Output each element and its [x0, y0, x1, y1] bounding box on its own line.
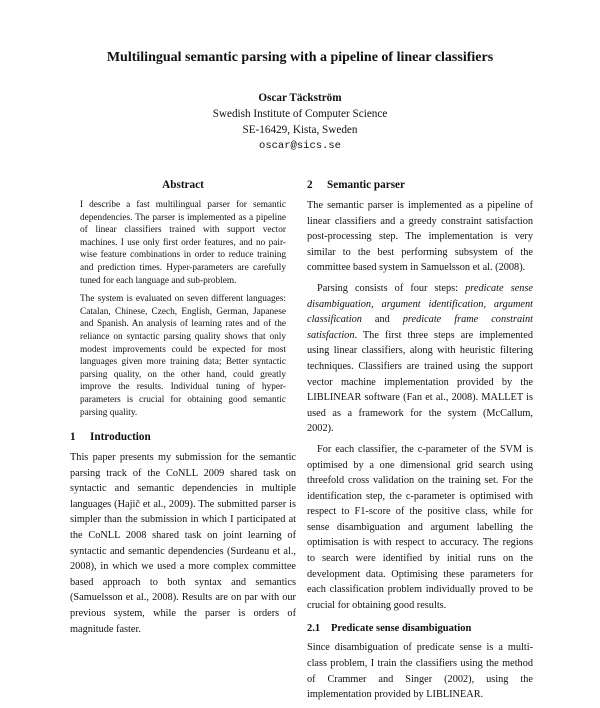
- abstract-paragraph: The system is evaluated on seven different languages: Catalan, Chinese, Czech, English, German, Japanese and Spanish. An analysis of learning rates and of the reliance on syntactic parsing quality shows that only modest improvements could be expected for most languages given more training data; Better syntactic parsing quality, on the other hand, could greatly improve the results. Individual tuning of hyper-parameters is crucial for obtaining good semantic parsing quality.: [80, 294, 286, 418]
- abstract-body: [80, 199, 286, 419]
- author-affiliation: Swedish Institute of Computer Science: [212, 108, 388, 120]
- author-address: SE-16429, Kista, Sweden: [242, 124, 358, 136]
- body-paragraph: For each classifier, the c-parameter of the SVM is optimised by a one dimensional grid search using threefold cross validation on the training set. For the identification step, the c-parameter is optimised with respect to F1-score of the positive class, while for sense disambiguation and argument labelling the optimisation is with respect to accuracy. The regions to search were identified by initial runs on the development data. Optimising these parameters for each classification problem individually proved to be crucial for obtaining good results.: [307, 443, 533, 611]
- step-term: predicate sense disambiguation: [307, 282, 533, 310]
- step-term: argument identification: [381, 298, 484, 310]
- body-paragraph: This paper presents my submission for the semantic parsing track of the CoNLL 2009 shared task on syntactic and semantic dependencies in multiple languages (Hajič et al., 2009). The submitted parser is simpler than the submission in which I participated at the CoNLL 2008 shared task on joint learning of syntactic and semantic dependencies (Surdeanu et al., 2008), in which we used a more complex committee based approach to both syntax and semantics (Samuelsson et al., 2008). Results are on par with our previous system, while the parser is orders of magnitude faster.: [70, 452, 296, 635]
- abstract-paragraph: I describe a fast multilingual parser for semantic dependencies. The parser is implemented as a pipeline of linear classifiers trained with support vector machines. I use only first order features, and no pair-wise feature combinations in order to reduce training and prediction times. Hyper-parameters are carefully tuned for each language and sub-problem.: [80, 200, 286, 286]
- semantic-parser-body: [307, 198, 533, 613]
- step-term: argument classification: [307, 298, 533, 326]
- subsection-body: [307, 640, 533, 702]
- introduction-body: [70, 450, 296, 637]
- body-paragraph: The semantic parser is implemented as a pipeline of linear classifiers and a greedy constraint satisfaction post-processing step. The implementation is very similar to the best performing subsystem of the committee based system in Samuelsson et al. (2008).: [307, 200, 533, 274]
- steps-conjunction: and: [361, 314, 403, 326]
- section-heading-semantic-parser: [307, 179, 533, 191]
- section-title: Introduction: [90, 431, 151, 444]
- section-number: 2: [307, 179, 313, 191]
- subsection-title: Predicate sense disambiguation: [331, 623, 472, 635]
- right-column: [307, 176, 533, 708]
- author-name: Oscar Täckström: [258, 92, 342, 104]
- author-email[interactable]: oscar@sics.se: [259, 140, 341, 152]
- paper-title: Multilingual semantic parsing with a pipeline of linear classifiers: [106, 50, 494, 65]
- steps-rest: . The first three steps are implemented using linear classifiers, along with heuristic filtering techniques. Classifiers are trained using the support vector machine implementation provided by the LIBLINEAR software (Fan et al., 2008). MALLET is used as a framework for the system (McCallum, 2002).: [307, 329, 533, 435]
- body-paragraph-steps: Parsing consists of four steps: predicate sense disambiguation, argument identification, argument classification and predicate frame constraint satisfaction. The first three steps are implemented using linear classifiers, along with heuristic filtering techniques. Classifiers are trained using the support vector machine implementation provided by the LIBLINEAR software (Fan et al., 2008). MALLET is used as a framework for the system (McCallum, 2002).: [307, 282, 533, 435]
- section-number: 1: [70, 431, 76, 444]
- section-heading-introduction: [70, 431, 296, 443]
- step-term: predicate frame constraint satisfaction: [307, 314, 533, 341]
- steps-intro: Parsing consists of four steps:: [317, 282, 466, 294]
- subsection-number: 2.1: [307, 623, 321, 635]
- subsection-heading-predicate-sense: [307, 623, 533, 634]
- body-paragraph: Since disambiguation of predicate sense is a multi-class problem, I train the classifiers using the method of Crammer and Singer (2002), using the implementation provided by LIBLINEAR.: [307, 642, 533, 701]
- abstract-heading: Abstract: [162, 179, 204, 191]
- left-column: [70, 176, 296, 642]
- section-title: Semantic parser: [327, 179, 405, 191]
- author-block: [0, 90, 600, 154]
